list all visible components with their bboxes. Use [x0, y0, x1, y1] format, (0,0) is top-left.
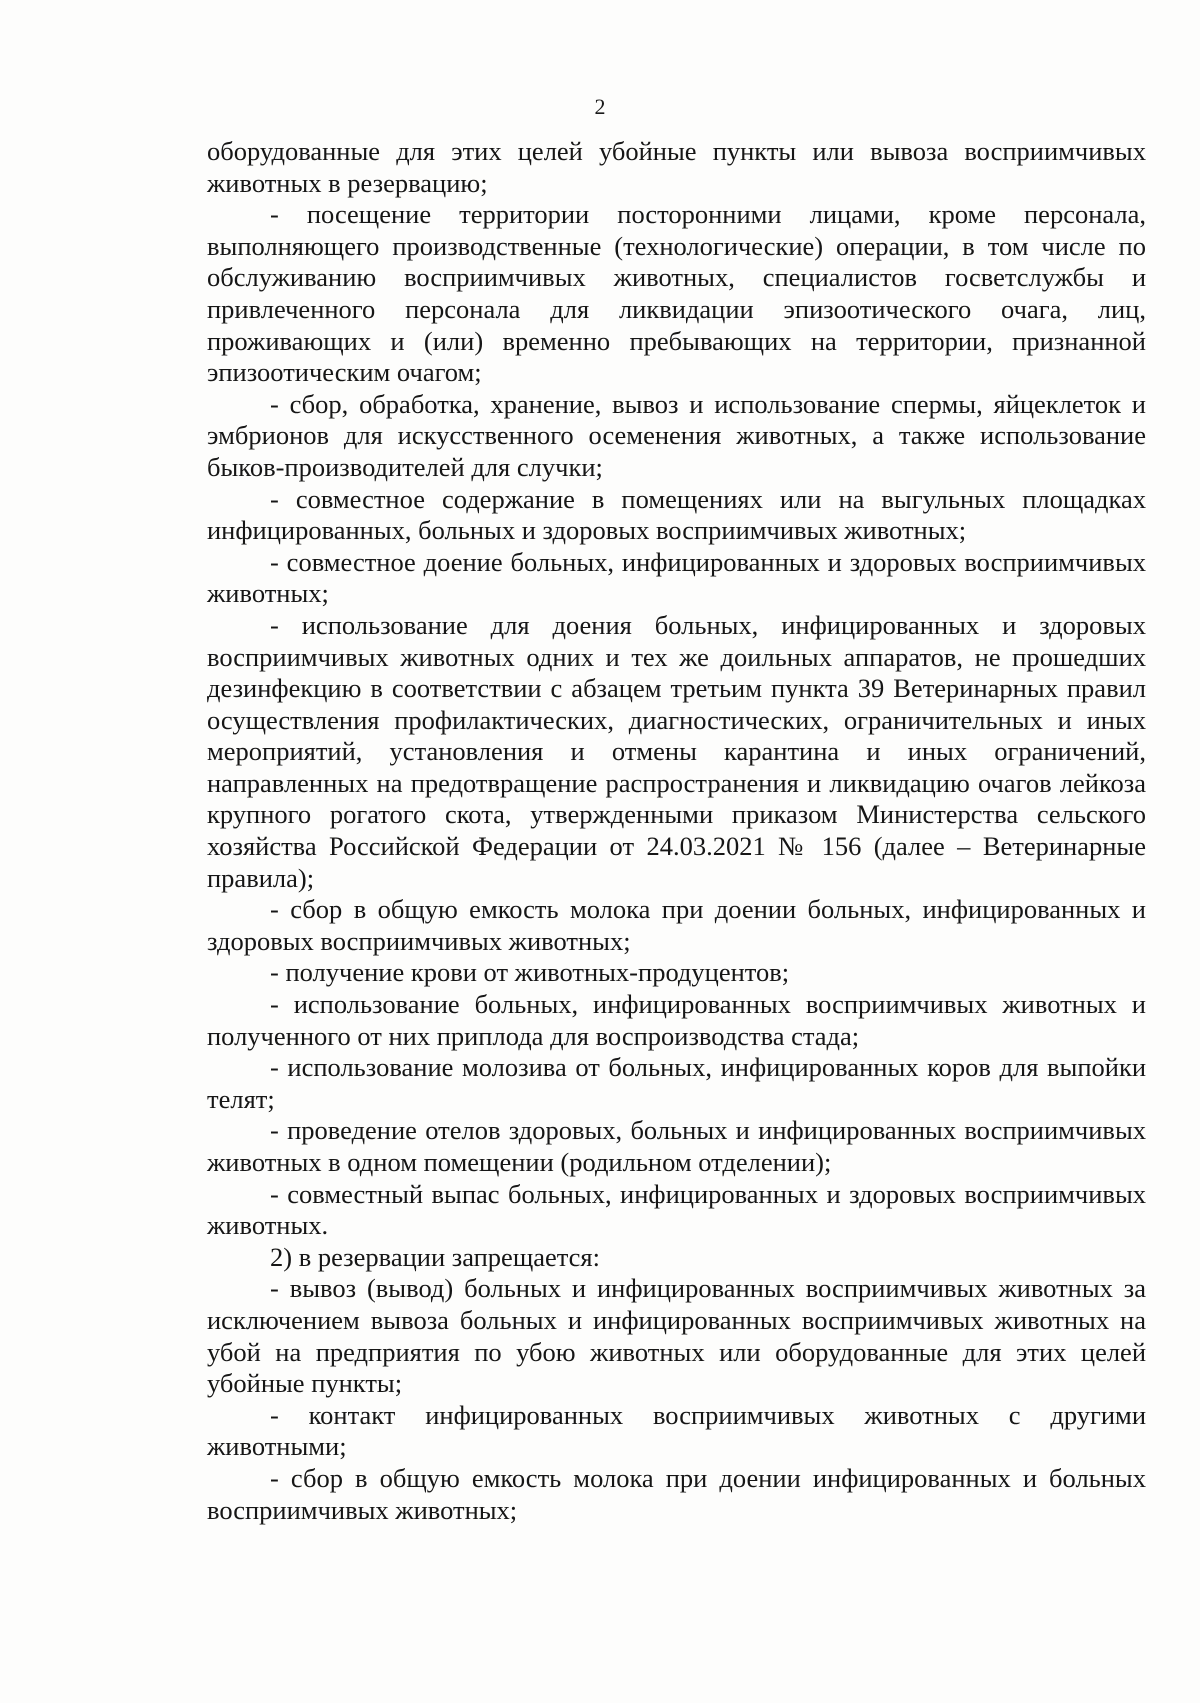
paragraph-joint-grazing: - совместный выпас больных, инфицированных и здоровых восприимчивых животных.: [207, 1178, 1146, 1241]
paragraph-semen-collection: - сбор, обработка, хранение, вывоз и использование спермы, яйцеклеток и эмбрионов для искусственного осеменения животных, а также использование быков-производителей для случки;: [207, 388, 1146, 482]
paragraph-visiting-territory: - посещение территории посторонними лицами, кроме персонала, выполняющего производственные (технологические) операции, в том числе по обслуживанию восприимчивых животных, специалистов госветслужбы и привлеченного персонала для ликвидации эпизоотического очага, лиц, проживающих и (или) временно пребывающих на территории, признанной эпизоотическим очагом;: [207, 199, 1146, 388]
paragraph-milk-collection-reservation: - сбор в общую емкость молока при доении инфицированных и больных восприимчивых животных;: [207, 1462, 1146, 1525]
paragraph-joint-housing: - совместное содержание в помещениях или на выгульных площадках инфицированных, больных и здоровых восприимчивых животных;: [207, 483, 1146, 546]
paragraph-reservation-heading: 2) в резервации запрещается:: [270, 1241, 600, 1272]
paragraph-contact: - контакт инфицированных восприимчивых животных с другими животными;: [207, 1399, 1146, 1462]
paragraph-calving: - проведение отелов здоровых, больных и инфицированных восприимчивых животных в одном помещении (родильном отделении);: [207, 1115, 1146, 1177]
paragraph-continuation: оборудованные для этих целей убойные пункты или вывоза восприимчивых животных в резервацию;: [207, 136, 1146, 198]
document-body: [207, 136, 1146, 1526]
paragraph-milk-collection: - сбор в общую емкость молока при доении больных, инфицированных и здоровых восприимчивых животных;: [207, 894, 1146, 956]
page-number: 2: [594, 94, 606, 119]
paragraph-blood-collection: - получение крови от животных-продуцентов;: [270, 957, 790, 988]
paragraph-reproduction: - использование больных, инфицированных восприимчивых животных и полученного от них приплода для воспроизводства стада;: [207, 989, 1146, 1051]
paragraph-milking-apparatus: - использование для доения больных, инфицированных и здоровых восприимчивых животных одних и тех же доильных аппаратов, не прошедших дезинфекцию в соответствии с абзацем третьим пункта 39 Ветеринарных правил осуществления профилактических, диагностических, ограничительных и иных мероприятий, установления и отмены карантина и иных ограничений, направленных на предотвращение распространения и ликвидацию очагов лейкоза крупного рогатого скота, утвержденными приказом Министерства сельского хозяйства Российской Федерации от 24.03.2021 № 156 (далее – Ветеринарные правила);: [207, 609, 1146, 893]
paragraph-joint-milking: - совместное доение больных, инфицированных и здоровых восприимчивых животных;: [207, 546, 1146, 609]
paragraph-removal: - вывоз (вывод) больных и инфицированных восприимчивых животных за исключением вывоза больных и инфицированных восприимчивых животных на убой на предприятия по убою животных или оборудованные для этих целей убойные пункты;: [207, 1273, 1146, 1399]
paragraph-colostrum: - использование молозива от больных, инфицированных коров для выпойки телят;: [207, 1052, 1146, 1114]
